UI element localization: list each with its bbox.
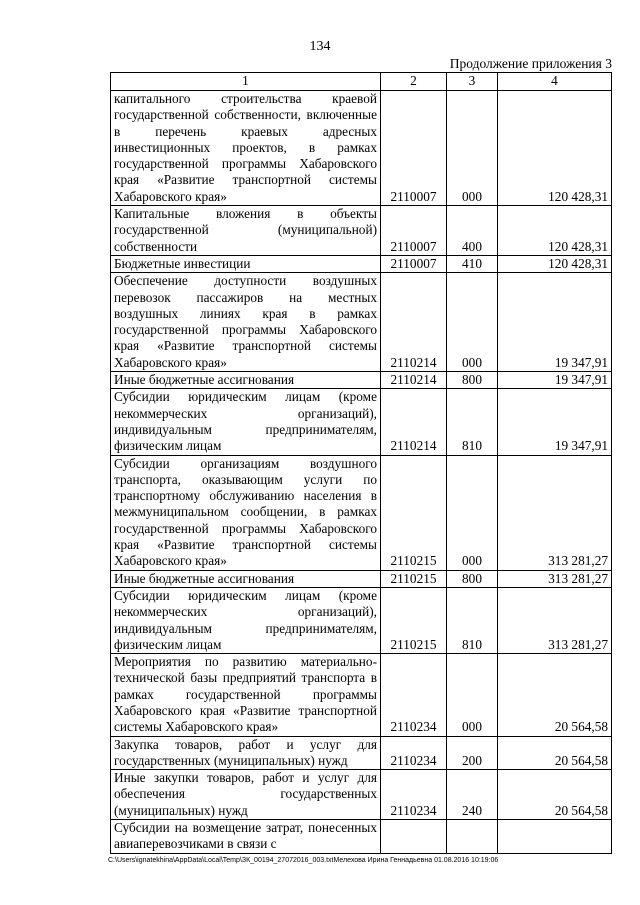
row-amount: 20 564,58 [498,736,612,770]
row-description: Капитальные вложения в объекты государственной (муниципальной) собственности [111,206,381,256]
row-expense-type: 000 [447,654,498,736]
row-expense-type: 410 [447,255,498,272]
row-expense-type: 810 [447,389,498,455]
row-target-code: 2110215 [381,455,447,570]
table-header-row [111,73,612,91]
row-description: капитального строительства краевой государственной собственности, включенные в перечень краевых адресных инвестиционных проектов, в рамках государственной программы Хабаровского края «Развитие транспортной системы Хабаровского края» [111,91,381,206]
row-amount: 313 281,27 [498,455,612,570]
row-target-code: 2110214 [381,389,447,455]
row-expense-type: 000 [447,91,498,206]
row-description: Иные бюджетные ассигнования [111,372,381,389]
row-target-code: 2110214 [381,372,447,389]
table-row [111,587,612,653]
row-expense-type: 000 [447,455,498,570]
row-description: Субсидии на возмещение затрат, понесенных авиаперевозчиками в связи с [111,820,381,854]
table-row [111,820,612,854]
row-amount: 20 564,58 [498,770,612,820]
row-target-code: 2110007 [381,255,447,272]
row-description: Бюджетные инвестиции [111,255,381,272]
header-col-4: 4 [498,73,612,91]
row-amount [498,820,612,854]
row-description: Обеспечение доступности воздушных перевозок пассажиров на местных воздушных линиях края в рамках государственной программы Хабаровского края «Развитие транспортной системы Хабаровского края» [111,273,381,372]
row-expense-type: 400 [447,206,498,256]
header-col-1: 1 [111,73,381,91]
row-amount: 120 428,31 [498,91,612,206]
row-description: Мероприятия по развитию материально-технической базы предприятий транспорта в рамках государственной программы Хабаровского края «Развитие транспортной системы Хабаровского края» [111,654,381,736]
row-target-code: 2110007 [381,91,447,206]
table-row [111,91,612,206]
row-amount: 313 281,27 [498,587,612,653]
row-target-code: 2110214 [381,273,447,372]
continuation-label: Продолжение приложения 3 [449,56,612,71]
table-row [111,455,612,570]
row-amount: 19 347,91 [498,273,612,372]
table-row [111,770,612,820]
row-description: Иные бюджетные ассигнования [111,570,381,587]
row-expense-type: 240 [447,770,498,820]
row-target-code [381,820,447,854]
row-amount: 313 281,27 [498,570,612,587]
row-expense-type: 810 [447,587,498,653]
row-expense-type: 200 [447,736,498,770]
budget-table [110,72,612,854]
row-amount: 120 428,31 [498,206,612,256]
row-target-code: 2110234 [381,736,447,770]
table-row [111,206,612,256]
row-amount: 20 564,58 [498,654,612,736]
row-description: Субсидии организациям воздушного транспорта, оказывающим услуги по транспортному обслуживанию населения в межмуниципальном сообщении, в рамках государственной программы Хабаровского края «Развитие транспортной системы Хабаровского края» [111,455,381,570]
row-description: Закупка товаров, работ и услуг для государственных (муниципальных) нужд [111,736,381,770]
row-amount: 19 347,91 [498,372,612,389]
file-path-footer: C:\Users\ignatekhina\AppData\Local\Temp\ЗК_00194_27072016_003.txtМелехова Ирина Геннадьевна 01.08.2016 10:19:06 [108,857,499,864]
header-col-2: 2 [381,73,447,91]
header-col-3: 3 [447,73,498,91]
row-expense-type [447,820,498,854]
row-description: Иные закупки товаров, работ и услуг для обеспечения государственных (муниципальных) нужд [111,770,381,820]
row-target-code: 2110234 [381,770,447,820]
row-expense-type: 800 [447,570,498,587]
table-row [111,570,612,587]
row-amount: 19 347,91 [498,389,612,455]
row-target-code: 2110215 [381,570,447,587]
table-row [111,736,612,770]
row-target-code: 2110007 [381,206,447,256]
page-number: 134 [309,39,331,54]
row-target-code: 2110234 [381,654,447,736]
table-row [111,273,612,372]
row-description: Субсидии юридическим лицам (кроме некоммерческих организаций), индивидуальным предпринимателям, физическим лицам [111,587,381,653]
row-expense-type: 800 [447,372,498,389]
row-expense-type: 000 [447,273,498,372]
table-row [111,372,612,389]
row-description: Субсидии юридическим лицам (кроме некоммерческих организаций), индивидуальным предпринимателям, физическим лицам [111,389,381,455]
table-row [111,654,612,736]
row-target-code: 2110215 [381,587,447,653]
table-row [111,389,612,455]
table-row [111,255,612,272]
row-amount: 120 428,31 [498,255,612,272]
